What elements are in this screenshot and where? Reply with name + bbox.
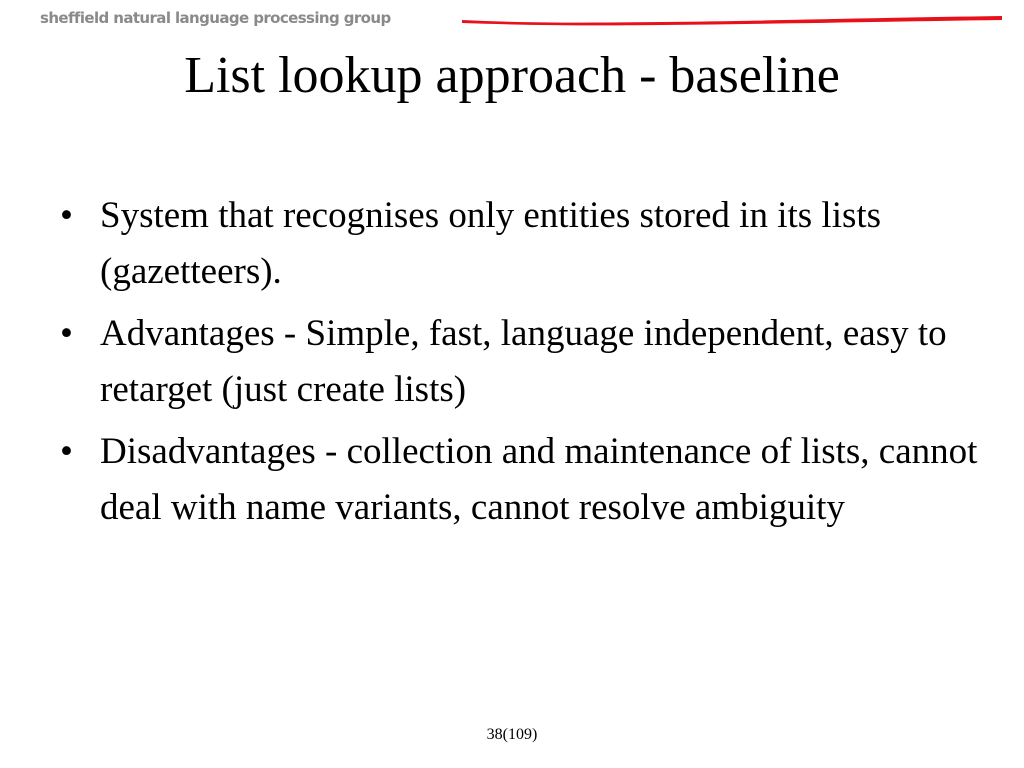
bullet-item (60, 188, 980, 300)
page-number: 38(109) (486, 726, 538, 743)
bullet-list (60, 188, 980, 542)
bullet-item (60, 306, 980, 418)
accent-line-shape (462, 16, 1002, 25)
slide-title: List lookup approach - baseline (184, 47, 840, 104)
bullet-text: System that recognises only entities stored in its lists (gazetteers). (100, 195, 882, 292)
bullet-marker: • (60, 431, 73, 472)
group-logo: sheffield natural language processing group (40, 9, 391, 27)
bullet-text: Advantages - Simple, fast, language independent, easy to retarget (just create lists) (100, 313, 947, 410)
bullet-item (60, 424, 980, 536)
bullet-marker: • (60, 195, 73, 236)
header-accent-line (462, 12, 1002, 26)
bullet-marker: • (60, 313, 73, 354)
bullet-text: Disadvantages - collection and maintenance of lists, cannot deal with name variants, cannot resolve ambiguity (100, 431, 978, 528)
